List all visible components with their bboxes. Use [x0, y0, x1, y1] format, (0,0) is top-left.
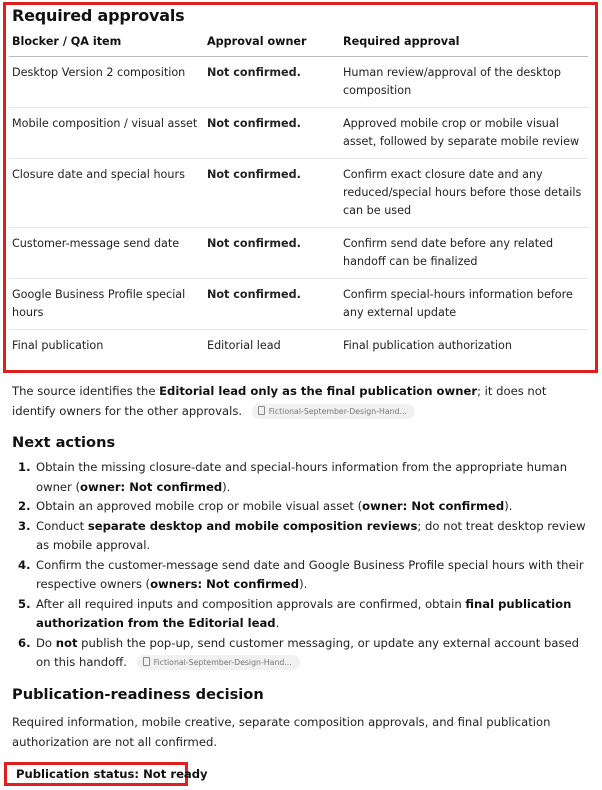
table-row	[9, 228, 588, 279]
table-row	[9, 279, 588, 330]
next-actions-list	[12, 458, 587, 673]
row-item: Mobile composition / visual asset	[9, 108, 204, 159]
list-item: 1. Obtain the missing closure-date and special-hours information from the appropriate human owner (owner: Not confirmed).	[18, 460, 568, 494]
row-approval: Confirm exact closure date and any reduced/special hours before those details can be used	[340, 159, 588, 228]
row-owner: Not confirmed.	[204, 108, 340, 159]
decision-text: Required information, mobile creative, separate composition approvals, and final publication authorization are not all confirmed.	[12, 715, 551, 749]
next-actions-title: Next actions	[12, 434, 116, 451]
required-approvals-title: Required approvals	[12, 6, 185, 25]
row-owner: Not confirmed.	[204, 159, 340, 228]
row-owner: Not confirmed.	[204, 228, 340, 279]
list-item: 6. Do not publish the pop-up, send customer messaging, or update any external account based on this handoff. Fictional-September-Design-Hand...	[18, 635, 579, 669]
column-header-item: Blocker / QA item	[9, 30, 204, 57]
table-row	[9, 330, 588, 363]
document-icon	[143, 657, 150, 666]
source-note: The source identifies the Editorial lead only as the final publication owner; it does not identify owners for the other approvals. Fictional-September-Design-Hand...	[12, 384, 547, 418]
column-header-owner: Approval owner	[204, 30, 340, 57]
row-item: Google Business Profile special hours	[9, 279, 204, 330]
table-row	[9, 108, 588, 159]
list-item: 5. After all required inputs and composition approvals are confirmed, obtain final publication authorization from the Editorial lead.	[18, 596, 572, 630]
row-approval: Approved mobile crop or mobile visual asset, followed by separate mobile review	[340, 108, 588, 159]
row-item: Final publication	[12, 339, 104, 352]
column-header-approval: Required approval	[340, 30, 588, 57]
publication-status: Publication status: Not ready	[16, 767, 208, 781]
table-header-row	[9, 30, 588, 57]
table-row	[9, 57, 588, 108]
row-approval: Confirm send date before any related handoff can be finalized	[340, 228, 588, 279]
row-owner: Not confirmed.	[204, 57, 340, 108]
row-approval: Human review/approval of the desktop composition	[340, 57, 588, 108]
row-item: Desktop Version 2 composition	[9, 57, 204, 108]
list-item: 2. Obtain an approved mobile crop or mobile visual asset (owner: Not confirmed).	[18, 499, 513, 513]
decision-title: Publication-readiness decision	[12, 686, 264, 703]
row-approval: Confirm special-hours information before any external update	[340, 279, 588, 330]
row-owner: Editorial lead	[207, 339, 281, 352]
row-item: Closure date and special hours	[9, 159, 204, 228]
row-approval: Final publication authorization	[343, 339, 512, 352]
source-citation-chip[interactable]: Fictional-September-Design-Hand...	[137, 655, 300, 670]
approvals-table	[9, 30, 588, 362]
source-citation-chip[interactable]: Fictional-September-Design-Hand...	[252, 404, 415, 419]
row-owner: Not confirmed.	[204, 279, 340, 330]
table-row	[9, 159, 588, 228]
list-item: 3. Conduct separate desktop and mobile composition reviews; do not treat desktop review as mobile approval.	[18, 518, 586, 552]
publication-status-highlight	[4, 762, 208, 786]
list-item: 4. Confirm the customer-message send date and Google Business Profile special hours with their respective owners (owners: Not confirmed).	[18, 557, 584, 591]
document-icon	[258, 406, 265, 415]
row-item: Customer-message send date	[9, 228, 204, 279]
